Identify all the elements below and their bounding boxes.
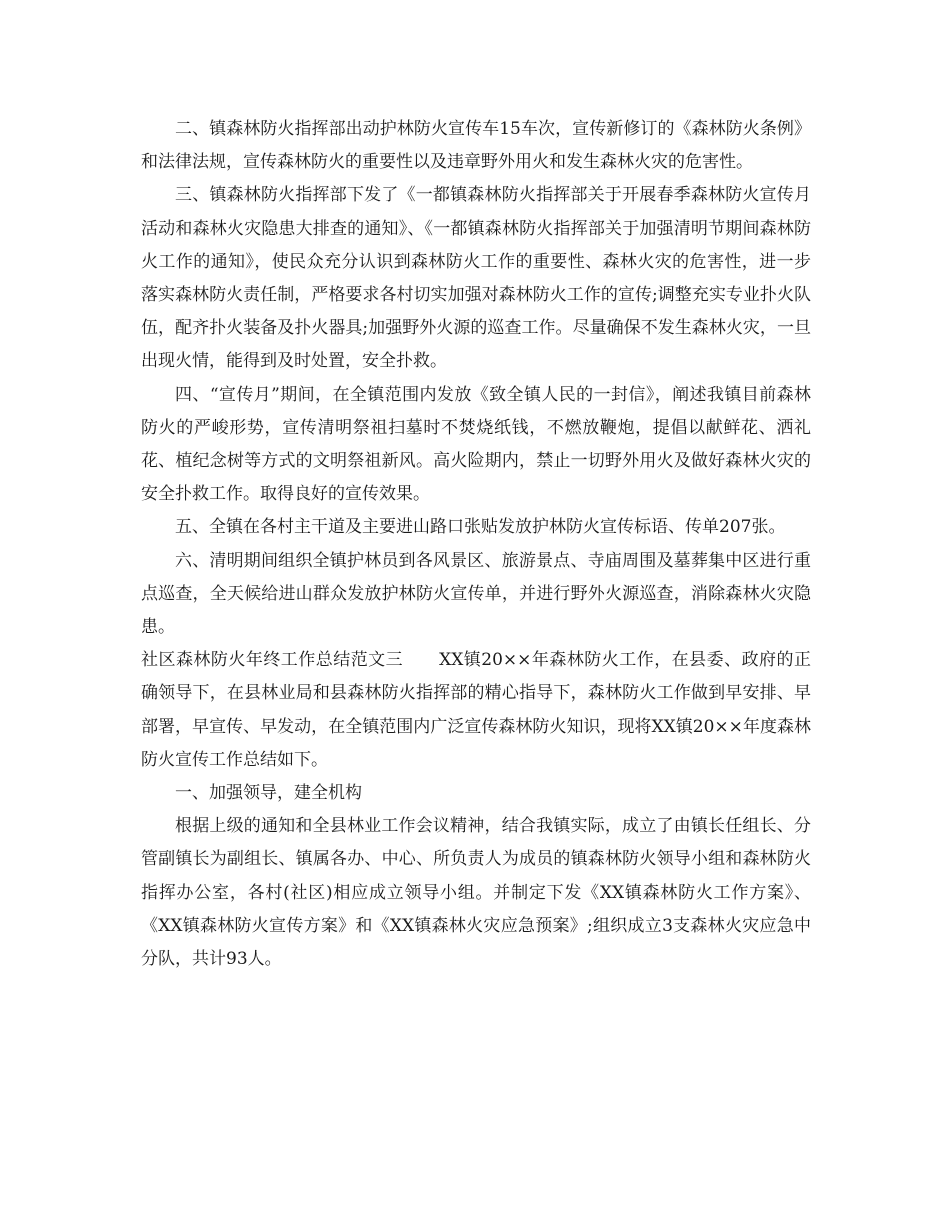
paragraph-slogans-posted: 五、全镇在各村主干道及主要进山路口张贴发放护林防火宣传标语、传单207张。: [175, 517, 786, 538]
section-intro: XX镇20××年森林防火工作，在县委、政府的正确领导下，在县林业局和县森林防火指挥部的精心指导下，森林防火工作做到早安排、早部署，早宣传、早发动，在全镇范围内广泛宣传森林防火知识，现将XX镇20××年度森林防火宣传工作总结如下。: [141, 650, 811, 770]
paragraph-propaganda-vehicles: 二、镇森林防火指挥部出动护林防火宣传车15车次，宣传新修订的《森林防火条例》和法律法规，宣传森林防火的重要性以及违章野外用火和发生森林火灾的危害性。: [141, 119, 811, 173]
paragraph-propaganda-month: 四、“宣传月”期间，在全镇范围内发放《致全镇人民的一封信》，阐述我镇目前森林防火的严峻形势，宣传清明祭祖扫墓时不焚烧纸钱，不燃放鞭炮，提倡以献鲜花、洒礼花、植纪念树等方式的文明祭祖新风。高火险期内，禁止一切野外用火及做好森林火灾的安全扑救工作。取得良好的宣传效果。: [141, 384, 811, 505]
document-body: [141, 113, 811, 976]
paragraph-notices-issued: 三、镇森林防火指挥部下发了《一都镇森林防火指挥部关于开展春季森林防火宣传月活动和森林火灾隐患大排查的通知》、《一都镇森林防火指挥部关于加强清明节期间森林防火工作的通知》，使民众充分认识到森林防火工作的重要性、森林火灾的危害性，进一步落实森林防火责任制，严格要求各村切实加强对森林防火工作的宣传;调整充实专业扑火队伍，配齐扑火装备及扑火器具;加强野外火源的巡查工作。尽量确保不发生森林火灾，一旦出现火情，能得到及时处置，安全扑救。: [141, 185, 811, 372]
heading-strengthen-leadership: 一、加强领导，建全机构: [175, 783, 362, 804]
section-title: 社区森林防火年终工作总结范文三: [141, 650, 404, 671]
paragraph-leadership-group: 根据上级的通知和全县林业工作会议精神，结合我镇实际，成立了由镇长任组长、分管副镇长为副组长、镇属各办、中心、所负责人为成员的镇森林防火领导小组和森林防火指挥办公室，各村(社区)相应成立领导小组。并制定下发《XX镇森林防火工作方案》、《XX镇森林防火宣传方案》和《XX镇森林火灾应急预案》;组织成立3支森林火灾应急中分队，共计93人。: [141, 816, 811, 970]
paragraph-sample-three: [141, 644, 811, 777]
paragraph-qingming-patrol: 六、清明期间组织全镇护林员到各风景区、旅游景点、寺庙周围及墓葬集中区进行重点巡查，全天候给进山群众发放护林防火宣传单，并进行野外火源巡查，消除森林火灾隐患。: [141, 550, 811, 638]
